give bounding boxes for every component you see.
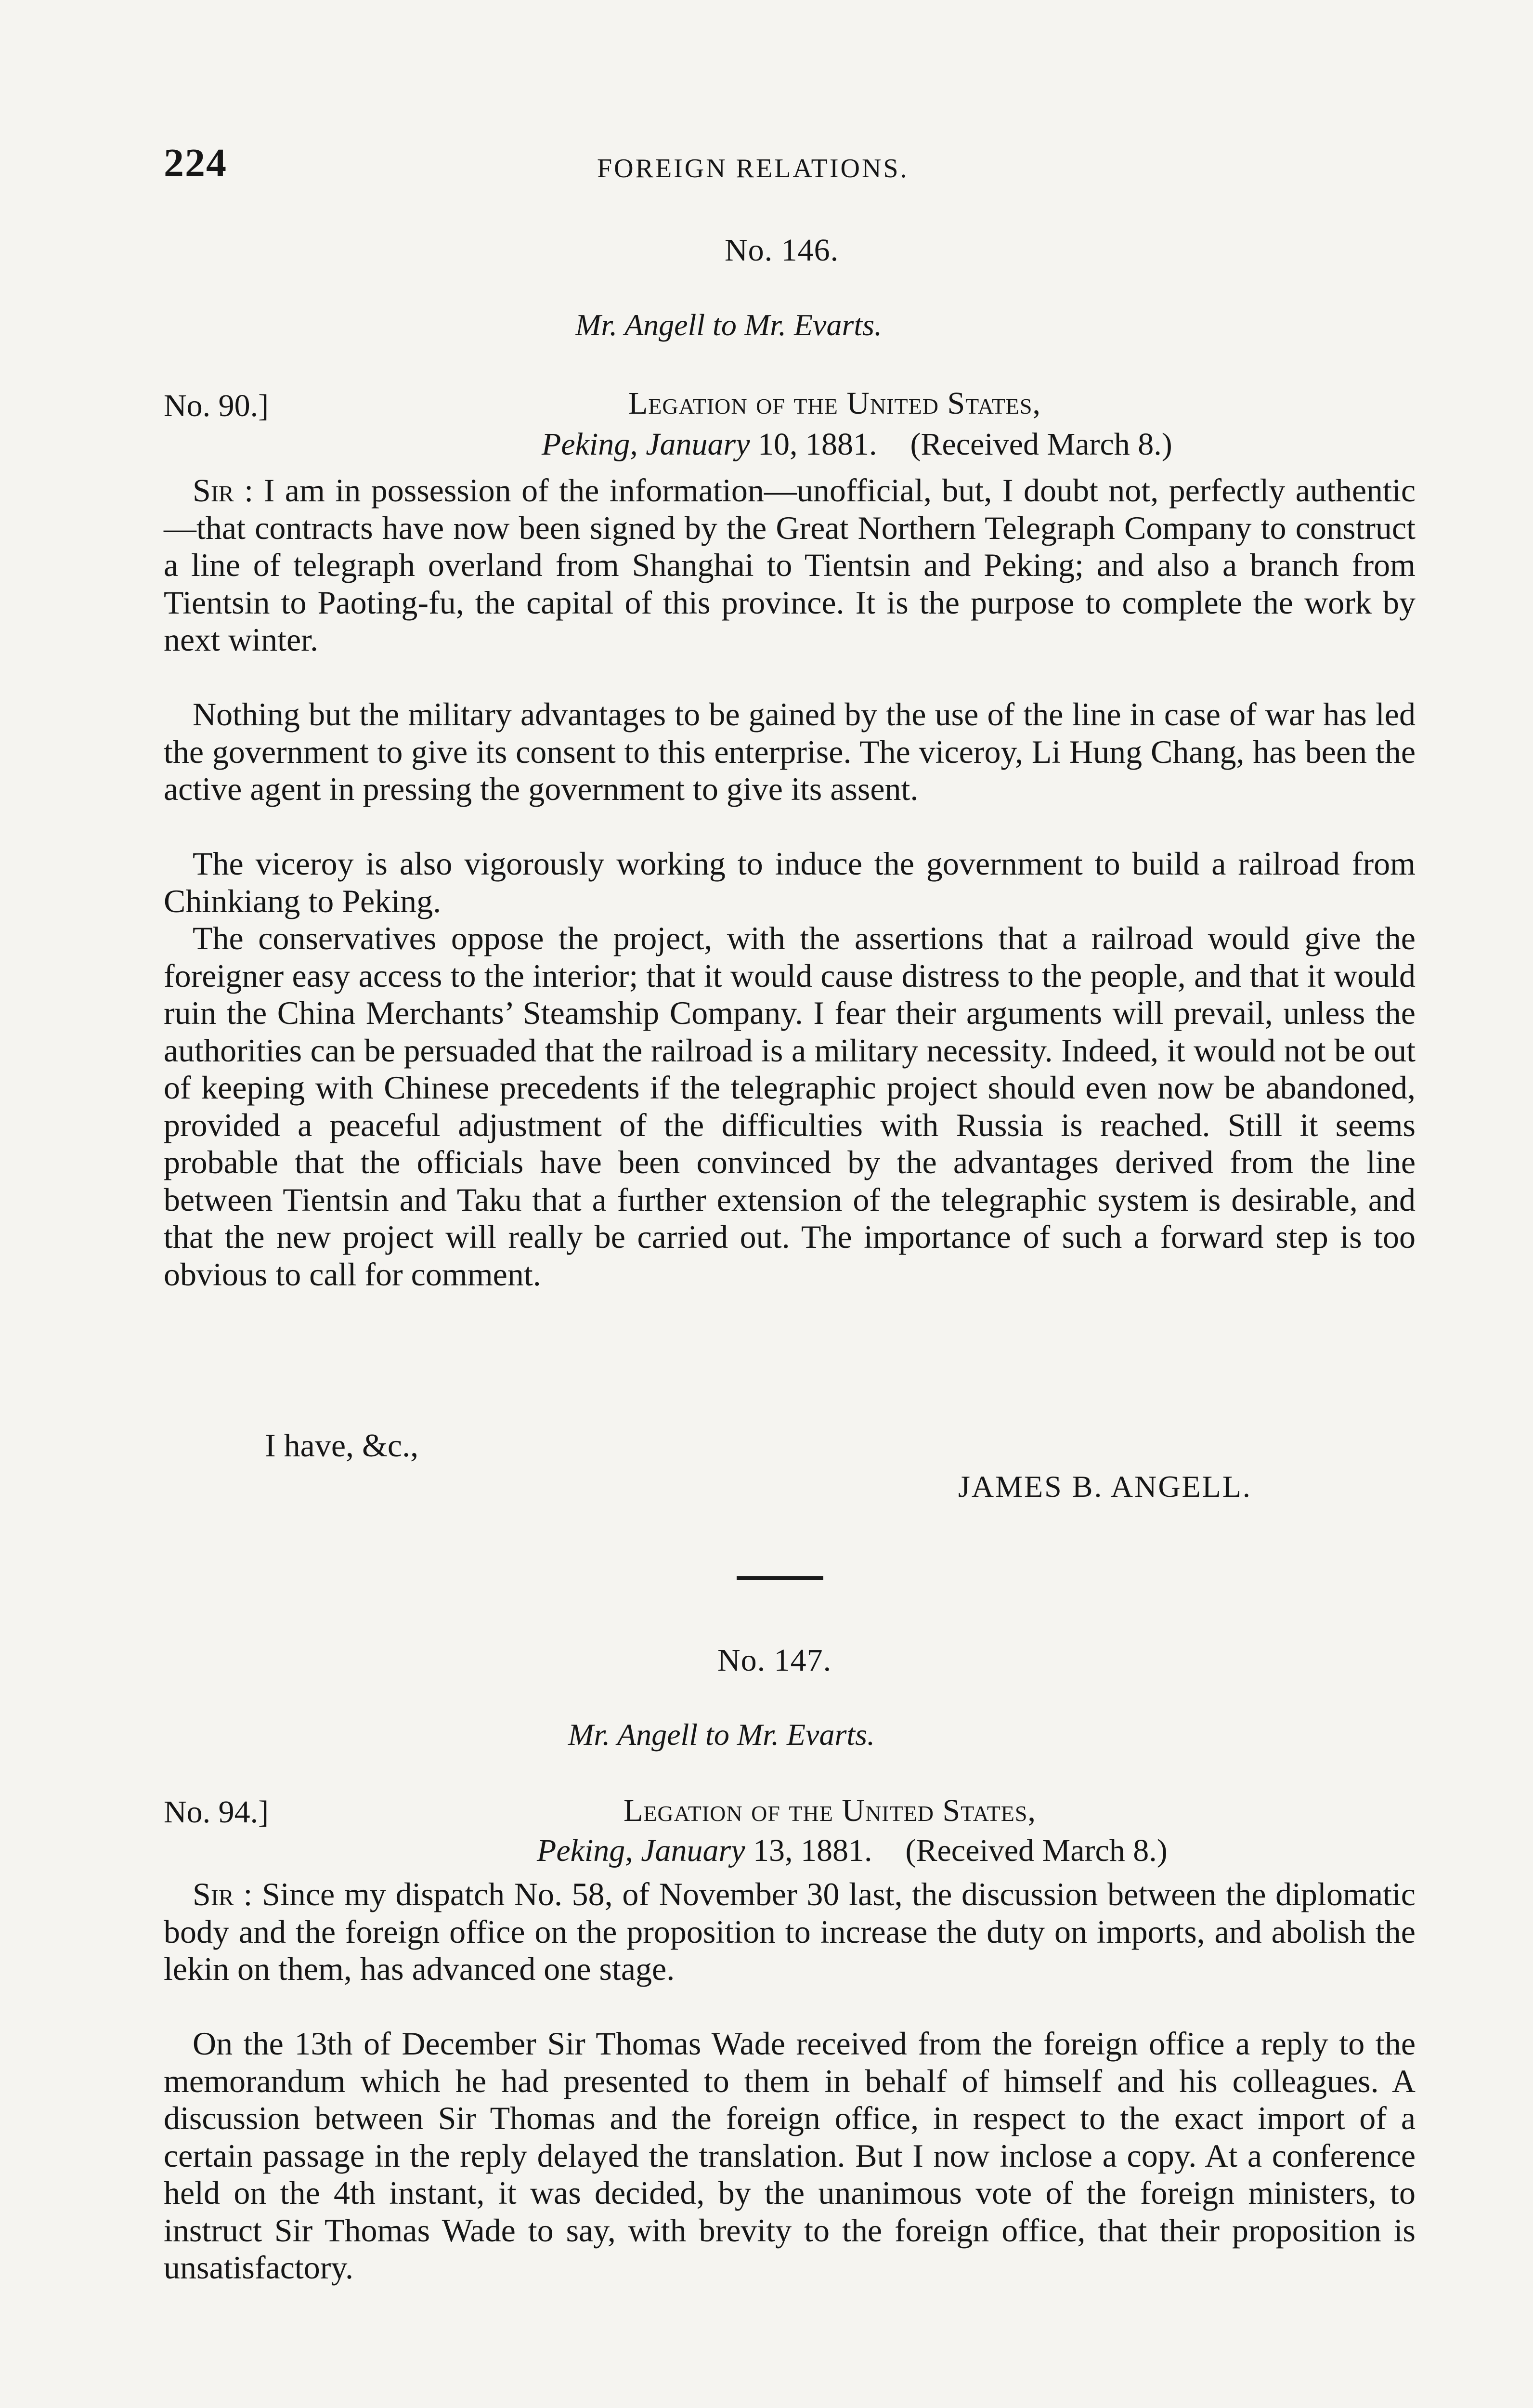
date-rest: 13, 1881.	[745, 1833, 872, 1868]
letter-paragraph	[164, 472, 1416, 659]
section-divider	[737, 1576, 823, 1580]
paragraph-text: The conservatives oppose the project, with the assertions that a railroad would give the foreigner easy access to the interior; that it would cause distress to the people, and that it would ruin the China Merchants’ Steamship Company. I fear their arguments will prevail, unless the authorities can be persuaded that the railroad is a military necessity. Indeed, it would not be out of keeping with Chinese precedents if the telegraphic project should even now be abandoned, provided a peaceful adjustment of the difficulties with Russia is reached. Still it seems probable that the officials have been convinced by the advantages derived from the line between Tientsin and Taku that a further extension of the telegraphic system is desirable, and that the new project will really be carried out. The importance of such a forward step is too obvious to call for comment.	[164, 920, 1416, 1293]
legation-heading: Legation of the United States,	[628, 386, 1041, 421]
received-note: (Received March 8.)	[910, 427, 1172, 462]
closing-line: I have, &c.,	[265, 1427, 419, 1464]
paragraph-text: Nothing but the military advantages to be gained by the use of the line in case of war has led the government to give its consent to this enterprise. The viceroy, Li Hung Chang, has been the active agent in pressing the government to give its assent.	[164, 696, 1416, 807]
place-date-italic: Peking, January	[542, 427, 750, 462]
date-rest: 10, 1881.	[750, 427, 877, 462]
page-number: 224	[164, 141, 227, 185]
letter-paragraph	[164, 920, 1416, 1293]
salutation: Sir :	[193, 1876, 253, 1912]
document-number: No. 147.	[717, 1643, 832, 1678]
place-date-line	[542, 426, 1172, 463]
document-number: No. 146.	[725, 233, 839, 268]
letter-paragraph	[164, 2025, 1416, 2287]
letter-paragraph	[164, 696, 1416, 808]
document-title: Mr. Angell to Mr. Evarts.	[568, 1717, 875, 1752]
paragraph-text: Since my dispatch No. 58, of November 30 last, the discussion between the diplomatic body and the foreign office on the proposition to increase the duty on imports, and abolish the lekin on them, has advanced one stage.	[164, 1876, 1416, 1987]
legation-heading: Legation of the United States,	[624, 1793, 1036, 1828]
paragraph-text: I am in possession of the information—unofficial, but, I doubt not, perfectly authentic—that contracts have now been signed by the Great Northern Telegraph Company to construct a line of telegraph overland from Shanghai to Tientsin and Peking; and also a branch from Tientsin to Paoting-fu, the capital of this province. It is the purpose to complete the work by next winter.	[164, 472, 1416, 658]
signature: JAMES B. ANGELL.	[958, 1469, 1252, 1504]
received-note: (Received March 8.)	[905, 1833, 1168, 1868]
letter-paragraph	[164, 845, 1416, 920]
document-title: Mr. Angell to Mr. Evarts.	[575, 308, 883, 342]
paragraph-text: The viceroy is also vigorously working to induce the government to build a railroad from Chinkiang to Peking.	[164, 845, 1416, 919]
salutation: Sir :	[193, 472, 254, 509]
place-date-line	[537, 1832, 1168, 1869]
dispatch-reference: No. 90.]	[164, 388, 269, 423]
dispatch-reference: No. 94.]	[164, 1794, 269, 1830]
letter-paragraph	[164, 1876, 1416, 1988]
place-date-italic: Peking, January	[537, 1833, 745, 1868]
running-title: FOREIGN RELATIONS.	[597, 154, 909, 183]
paragraph-text: On the 13th of December Sir Thomas Wade received from the foreign office a reply to the memorandum which he had presented to them in behalf of himself and his colleagues. A discussion between Sir Thomas and the foreign office, in respect to the exact import of a certain passage in the reply delayed the translation. But I now inclose a copy. At a conference held on the 4th instant, it was decided, by the unanimous vote of the foreign ministers, to instruct Sir Thomas Wade to say, with brevity to the foreign office, that their proposition is unsatisfactory.	[164, 2025, 1416, 2286]
